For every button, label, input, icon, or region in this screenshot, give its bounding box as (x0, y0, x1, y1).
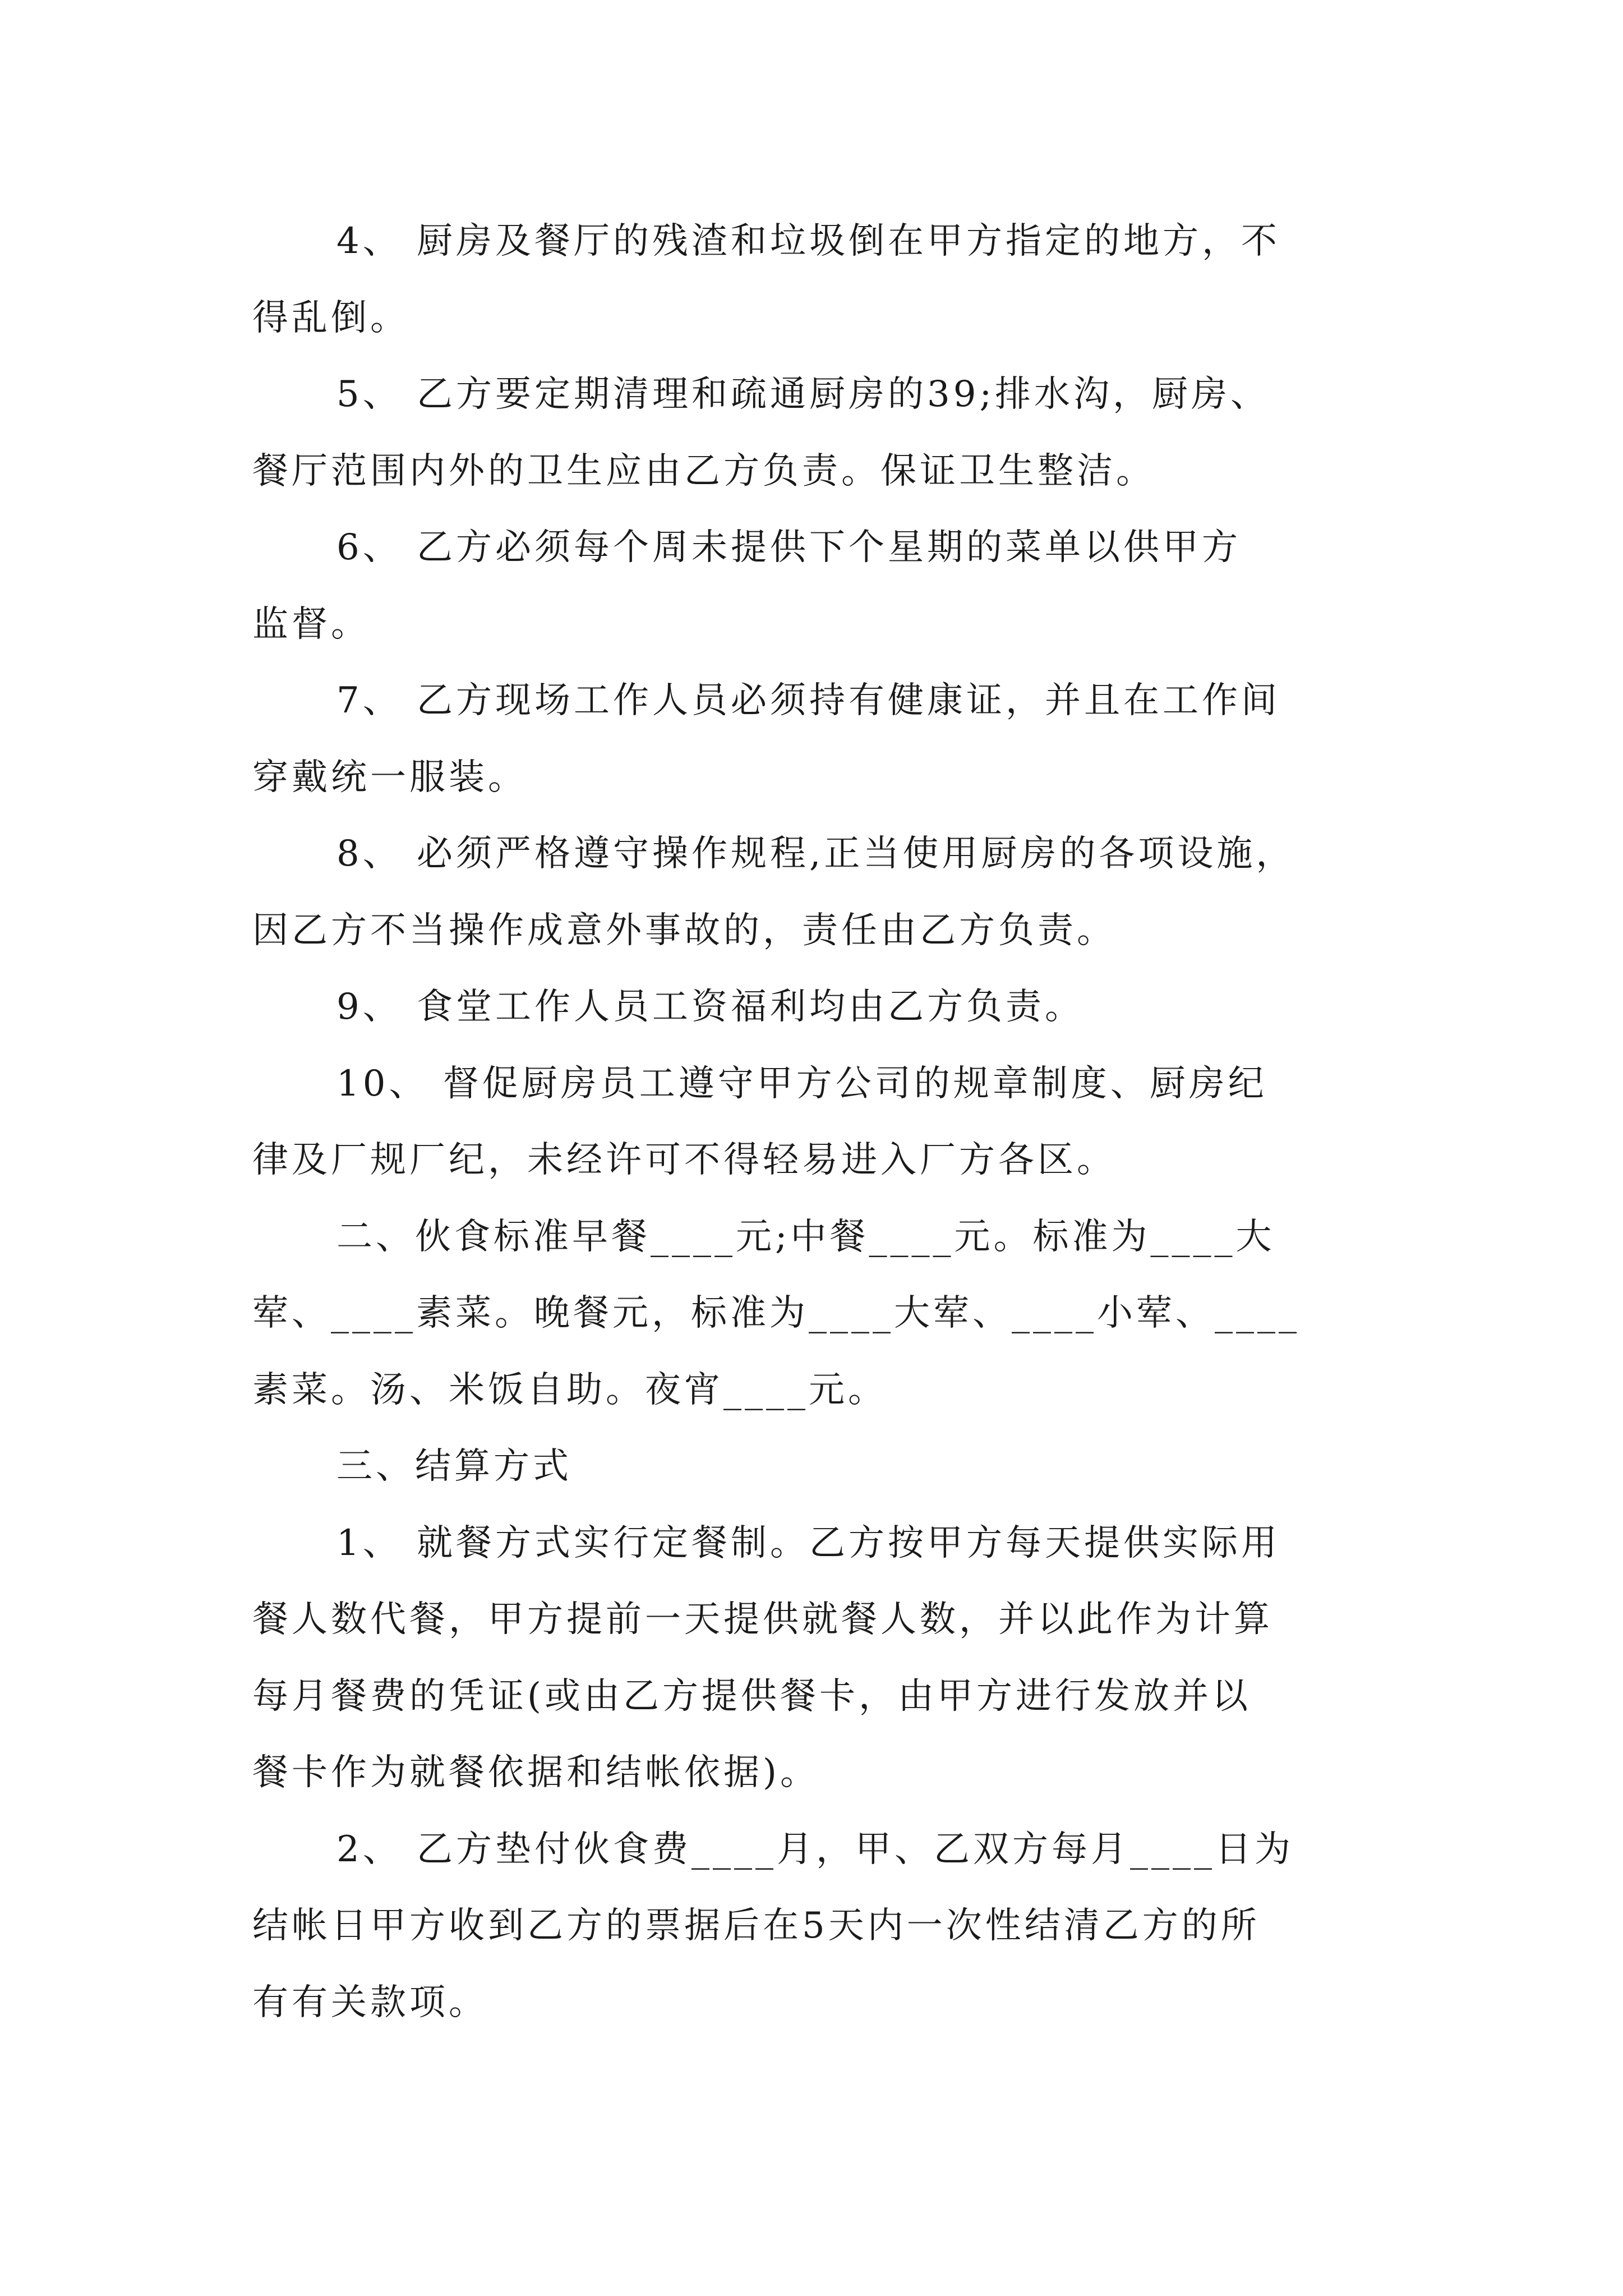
document-body (252, 203, 1374, 2041)
text-line: 三、结算方式 (336, 1446, 572, 1487)
text-line: 1、 就餐方式实行定餐制。乙方按甲方每天提供实际用 (336, 1522, 1281, 1564)
text-line: 6、 乙方必须每个周未提供下个星期的菜单以供甲方 (336, 527, 1242, 568)
text-line: 监督。 (252, 603, 370, 645)
text-line: 9、 食堂工作人员工资福利均由乙方负责。 (336, 986, 1085, 1028)
text-line: 荤、____素菜。晚餐元，标准为____大荤、____小荤、____ (252, 1292, 1300, 1334)
text-line: 2、 乙方垫付伙食费____月，甲、乙双方每月____日为 (336, 1828, 1294, 1870)
text-line: 餐卡作为就餐依据和结帐依据)。 (252, 1752, 819, 1793)
text-line: 10、 督促厨房员工遵守甲方公司的规章制度、厨房纪 (336, 1062, 1267, 1105)
text-line: 得乱倒。 (252, 297, 409, 339)
text-line: 二、伙食标准早餐____元;中餐____元。标准为____大 (336, 1216, 1275, 1258)
text-line: 结帐日甲方收到乙方的票据后在5天内一次性结清乙方的所 (252, 1905, 1260, 1947)
text-line: 素菜。汤、米饭自助。夜宵____元。 (252, 1369, 887, 1411)
text-line: 餐厅范围内外的卫生应由乙方负责。保证卫生整洁。 (252, 450, 1155, 492)
text-line: 有有关款项。 (252, 1981, 488, 2023)
text-line: 餐人数代餐，甲方提前一天提供就餐人数，并以此作为计算 (252, 1599, 1273, 1640)
text-line: 穿戴统一服装。 (252, 756, 527, 798)
text-line: 5、 乙方要定期清理和疏通厨房的39;排水沟，厨房、 (336, 374, 1270, 415)
text-line: 8、 必须严格遵守操作规程,正当使用厨房的各项设施， (336, 833, 1295, 875)
text-line: 因乙方不当操作成意外事故的，责任由乙方负责。 (252, 909, 1116, 951)
text-line: 7、 乙方现场工作人员必须持有健康证，并且在工作间 (336, 680, 1281, 721)
text-line: 4、 厨房及餐厅的残渣和垃圾倒在甲方指定的地方，不 (336, 220, 1281, 262)
text-line: 每月餐费的凭证(或由乙方提供餐卡，由甲方进行发放并以 (252, 1675, 1251, 1717)
text-line: 律及厂规厂纪，未经许可不得轻易进入厂方各区。 (252, 1139, 1116, 1181)
